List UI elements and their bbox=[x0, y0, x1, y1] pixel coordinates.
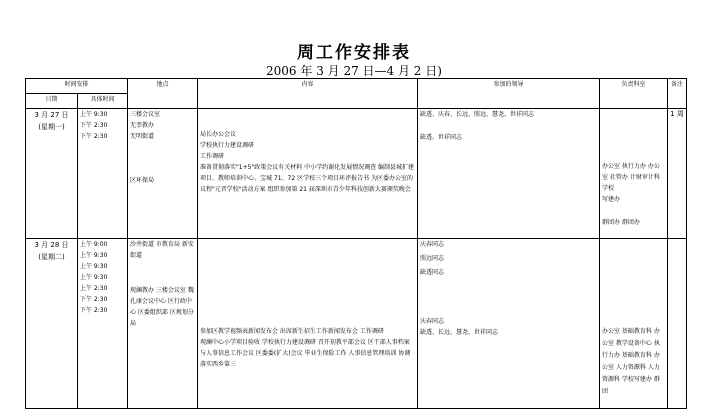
time-item: 上午 9:30 bbox=[80, 252, 108, 259]
table-row bbox=[26, 239, 687, 409]
place-item: 无莘教办 bbox=[130, 122, 155, 129]
date-cell bbox=[26, 239, 78, 409]
dept-item: 办公室 基础教育科 办公室 教学设备中心 执行力办 基础教育科 办公室 人力资源科 人力资源科 学校写建办 群团 bbox=[602, 328, 660, 395]
time-item: 上午 9:30 bbox=[80, 263, 108, 270]
leaders-item: 庆春同志 bbox=[420, 241, 445, 248]
time-item: 上午 9:30 bbox=[80, 111, 108, 118]
content-item: 局长办公会议 bbox=[200, 131, 237, 138]
content-item: 工作调研 bbox=[200, 153, 225, 160]
place-item: 观澜教办 三楼会议室 魏孔康会议中心 区行政中心 区委组织部 区规划分局 bbox=[130, 287, 194, 327]
time-item: 上午 2:30 bbox=[80, 285, 108, 292]
place-item: 无明街道 bbox=[130, 133, 155, 140]
time-cell bbox=[78, 239, 128, 409]
time-cell bbox=[78, 109, 128, 239]
date-text: 3 月 28 日 bbox=[34, 241, 69, 249]
content-item: 准备贯彻落实"1+5"政策会议有关材料 中小学约谢化发展情况调查 编制县城扩建项目、教师培训中心、宝城 71、72 区学校三个项目环评报告书 为区委办公室的议程"元晋学校"活动方案 组织参加第 21 届深圳市青少年科技创新大赛颁奖晚会 bbox=[200, 164, 415, 193]
place-cell bbox=[128, 239, 198, 409]
leaders-item: 缺透、庆春、长远、照远、慧尧、世祥同志 bbox=[420, 111, 535, 118]
place-item: 区环保局 bbox=[130, 177, 155, 184]
remark-cell bbox=[668, 239, 687, 409]
header-date: 日期 bbox=[26, 94, 78, 109]
dept-item: 群团办 群团办 bbox=[602, 219, 640, 226]
place-item: 沙井街道 市教育局 新安街道 bbox=[130, 241, 194, 259]
leaders-cell bbox=[418, 109, 600, 239]
leaders-item: 缺透同志 bbox=[420, 269, 445, 276]
place-item: 三楼会议室 bbox=[130, 111, 161, 118]
place-cell bbox=[128, 109, 198, 239]
time-item: 下午 2:30 bbox=[80, 122, 108, 129]
content-cell bbox=[198, 109, 418, 239]
header-row-1 bbox=[26, 79, 687, 94]
header-time: 具体时间 bbox=[78, 94, 128, 109]
dept-cell bbox=[600, 109, 668, 239]
dept-item: 写建办 bbox=[602, 196, 621, 203]
schedule-table bbox=[25, 78, 687, 409]
document-title: 周工作安排表 bbox=[297, 43, 411, 63]
leaders-item: 照远同志 bbox=[420, 255, 445, 262]
dept-item: 办公室 执行力办 办公室 社管办 计财审计科 学校 bbox=[602, 163, 660, 192]
header-remark: 备注 bbox=[668, 79, 687, 109]
date-text: 3 月 27 日 bbox=[34, 111, 69, 119]
leaders-item: 缺透、长远、慧尧、世祥同志 bbox=[420, 329, 499, 336]
time-item: 下午 2:30 bbox=[80, 307, 108, 314]
header-leaders: 参加的领导 bbox=[418, 79, 600, 109]
content-item: 学校执行力建设调研 bbox=[200, 142, 255, 149]
document-subtitle: 2006 年 3 月 27 日—4 月 2 日) bbox=[266, 64, 442, 78]
leaders-item: 缺透、世祥同志 bbox=[420, 134, 463, 141]
leaders-cell bbox=[418, 239, 600, 409]
header-time-group: 时间安排 bbox=[26, 79, 128, 94]
weekday-text: (星期一) bbox=[38, 123, 65, 131]
table-row bbox=[26, 109, 687, 239]
header-content: 内容 bbox=[198, 79, 418, 109]
header-place: 地点 bbox=[128, 79, 198, 109]
content-item: 观澜中心小学项目验收 学校执行力建设调研 召开初教平部会议 区干部人事档案与人事信息工作会议 区委委(扩大)会议 毕业生保险工作 人事信息管理培训 协调落实西乡第三 bbox=[200, 339, 411, 368]
date-cell bbox=[26, 109, 78, 239]
leaders-item: 庆春同志 bbox=[420, 318, 445, 325]
weekday-text: (星期二) bbox=[38, 253, 65, 261]
header-dept: 负责科室 bbox=[600, 79, 668, 109]
dept-cell bbox=[600, 239, 668, 409]
time-item: 下午 2:30 bbox=[80, 133, 108, 140]
content-item: 参加区教学视频表新闻发布会 出席新生招生工作新闻发布会 工作调研 bbox=[200, 328, 384, 335]
time-item: 下午 2:30 bbox=[80, 296, 108, 303]
time-item: 上午 9:30 bbox=[80, 274, 108, 281]
time-item: 上午 9:00 bbox=[80, 241, 108, 248]
remark-cell: 1 周 bbox=[668, 109, 687, 239]
content-cell bbox=[198, 239, 418, 409]
